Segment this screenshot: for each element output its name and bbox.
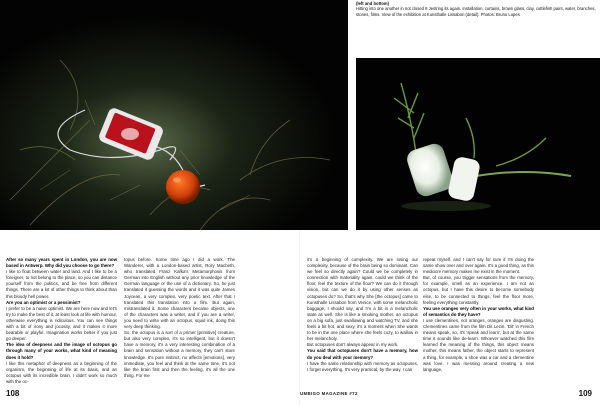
paragraph: But octopuses don't always appear in my work. — [307, 342, 399, 348]
question: You said that octopuses don't have a memory, how do you deal with your memory? — [307, 348, 418, 360]
paragraph: I like this metaphor of deepness as a beginning of the organism, the beginning of life at its basis, and an octopus with its incredible brain. I didn't work so much with the oc- — [6, 360, 117, 384]
photo-caption — [356, 1, 596, 17]
text-column-3 — [307, 257, 418, 373]
phone-scene-illustration — [0, 0, 348, 230]
caption-position: (left and bottom) — [356, 1, 390, 6]
text-column-4 — [423, 257, 534, 373]
paragraph: it's a beginning of complexity. We are losing our complexity, because of the brain being so dominant. Can we feel so directly again? Could we be completely in connection with materiality again, could we think of the floor, feel the texture of the floor? We can do it through vision, but can we do it by using other senses as octopuses do? So, that's why She [the octopus] came to Kunsthalle Lissabon from Venice, with some melancholic baggage, I should say, and I'm a bit in a melancholic state as well. She is like a smoking mother, an octopus on a big sofa, just swallowing and watching TV, and she feels a bit hot, and sexy, it's a moment when She wants to be in the one place where she feels cozy, to wallow in her melancholy. — [307, 257, 418, 342]
paragraph: topus before. Some time ago I did a work, The Wanderer, with a London-based artist, Rory Macbeth, who translated Franz Kafka's Metamorphosis from German into English without any prior knowledge of the German language or the use of a dictionary. So, he just translated it guessing the words and it was quite James Joycean, a very complex, very poetic text. After that I translated this translation into a film. But again, mistranslated it. Some characters became objects, one of the characters was a writer, and if you are a writer, you need to write with an octopus, squid ink, doing this very deep thinking. — [124, 257, 235, 330]
page-number-right: 109 — [578, 389, 592, 398]
question: After so many years spent in London, you are now based in Antwerp. Why did you choose to go there? — [6, 257, 117, 269]
text-column-1 — [6, 257, 117, 385]
photo-glass-jar-and-branches — [356, 58, 600, 230]
paragraph: I have the same relationship with memory as octopuses, I forget everything. It's very practical, by the way. I can — [307, 360, 418, 372]
paragraph: I prefer to be a naive optimist. We are here now and let's try to make the best of it, at least look at life with humour, otherwise everything is ridiculous. You can see things with a bit of irony and jocosity, and it makes it more bearable or playful. Imagination works better if you just go deeper. — [6, 305, 117, 342]
text-column-2 — [124, 257, 235, 379]
jar-scene-illustration — [356, 58, 600, 230]
question: The idea of deepness and the image of octopus go through many of your works, what kind of meaning does it hold? — [6, 342, 117, 360]
paragraph: I like to float between water and land. And I like to be a foreigner, to not belong to the place, so you can distance yourself from the politics, and be free from different things. There are a lot of other things to think about than this bloody hell power. — [6, 269, 117, 299]
magazine-footer: UMBIGO MAGAZINE #72 — [300, 391, 358, 396]
paragraph: But, of course, you trigger sensations from the memory, for example, smell as an experience. I am not an octopus, but I have this desire to become somebody else, to be connected to things, feel the floor more, feeling everything constantly. — [423, 275, 534, 305]
paragraph: repeat myself, and I can't say for sure if I'm doing the same show over and over again. It's a good thing, as this mediocre memory makes me exist in the moment. — [423, 257, 534, 275]
question: You use oranges very often in your works, what kind of semantics do they have? — [423, 305, 534, 317]
clementine — [166, 170, 200, 204]
question: Are you an optimist or a pessimist? — [6, 299, 81, 305]
caption-text: Hitting into one another in not closed 8 Jestring its again. Installation, curtains, brown glass, clay, cuttlefish paint, water, branches, stones, films. View of the exhibition at Kunsthalle Lissabon (detail). Photos: Bruno Lopes — [356, 6, 596, 17]
paragraph: So, the octopus is a sort of a primer [primitive] creature, but also very complex, it's so intelligent, but it doesn't have a memory, it's a very interesting combination of a brain and sensation without a memory, they can't store knowledge. It's pure instinct, no affects [emotions], very immediate, you feel and think at the same time, it's not like the brain first and then the feeling, it's all the one thing. For me — [124, 330, 235, 378]
photo-phone-and-clementine — [0, 0, 348, 230]
paragraph: I use clementines, not oranges, oranges are disgusting. Clementines came from the film Dit Lezin. 'Dit' in French means speak, so, it's 'speak and learn', but at the same time it sounds like de-learn. Whoever watched this film learned the meaning of the things, this object means mother, this means father, the object starts to represent a thing, for example, a shoe was a car and a clementine was love. I was messing around creating a new language, — [423, 317, 534, 372]
page-number-left: 108 — [6, 389, 20, 398]
